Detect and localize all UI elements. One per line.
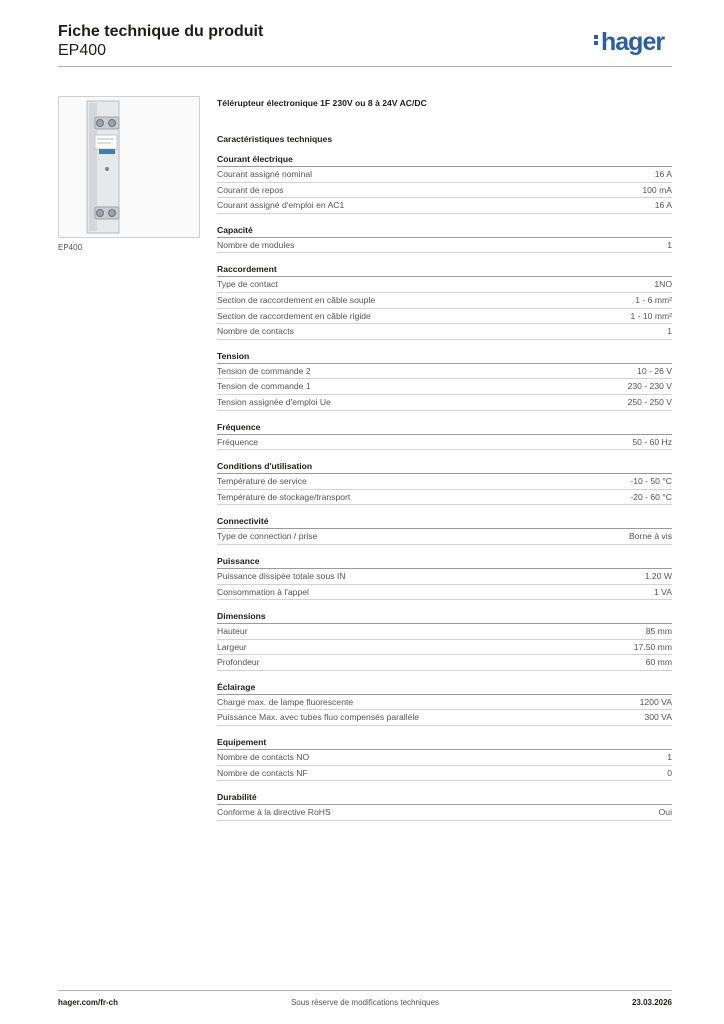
spec-label: Tension de commande 2 [217, 365, 311, 376]
spec-label: Consommation à l'appel [217, 586, 309, 597]
spec-row [217, 293, 672, 309]
product-image [58, 96, 200, 238]
spec-label: Section de raccordement en câble rigide [217, 310, 371, 321]
spec-row [217, 490, 672, 506]
spec-group-title: Capacité [217, 224, 672, 238]
spec-group-title: Puissance [217, 555, 672, 569]
spec-value: 1 [667, 326, 672, 337]
spec-value: 300 VA [644, 712, 672, 723]
spec-group-title: Éclairage [217, 681, 672, 695]
spec-label: Charge max. de lampe fluorescente [217, 696, 354, 707]
spec-group-title: Durabilité [217, 791, 672, 805]
spec-value: 1.20 W [644, 570, 672, 581]
spec-label: Puissance dissipée totale sous IN [217, 570, 346, 581]
footer-divider [58, 990, 672, 991]
spec-value: 1 [667, 239, 672, 250]
spec-row [217, 710, 672, 726]
spec-value: 1 - 6 mm² [635, 294, 672, 305]
spec-label: Tension de commande 1 [217, 381, 311, 392]
spec-group-title: Fréquence [217, 421, 672, 435]
spec-group [217, 791, 672, 821]
spec-row [217, 435, 672, 451]
logo-dots-icon [594, 33, 599, 47]
din-rail-relay-illustration [59, 97, 199, 237]
spec-row [217, 198, 672, 214]
spec-row [217, 474, 672, 490]
spec-group [217, 736, 672, 781]
spec-label: Nombre de contacts [217, 326, 294, 337]
spec-value: 1 VA [654, 586, 672, 597]
spec-row [217, 364, 672, 380]
spec-label: Nombre de contacts NF [217, 767, 308, 778]
spec-row [217, 766, 672, 782]
spec-row [217, 805, 672, 821]
spec-group-title: Courant électrique [217, 153, 672, 167]
footer-date: 23.03.2026 [631, 998, 672, 1007]
spec-value: 17.50 mm [633, 641, 672, 652]
spec-group [217, 224, 672, 254]
spec-label: Section de raccordement en câble souple [217, 294, 376, 305]
spec-value: 0 [667, 767, 672, 778]
spec-label: Courant de repos [217, 184, 284, 195]
spec-label: Tension assignée d'emploi Ue [217, 396, 331, 407]
spec-label: Nombre de contacts NO [217, 752, 310, 763]
spec-group [217, 610, 672, 671]
spec-value: 1200 VA [639, 696, 672, 707]
spec-label: Type de contact [217, 279, 278, 290]
spec-row [217, 529, 672, 545]
brand-logo [594, 28, 664, 57]
spec-value: 1 - 10 mm² [630, 310, 672, 321]
spec-row [217, 379, 672, 395]
spec-value: 10 - 26 V [637, 365, 672, 376]
spec-label: Température de service [217, 476, 307, 487]
spec-value: -20 - 60 °C [630, 491, 672, 502]
spec-label: Largeur [217, 641, 247, 652]
product-name: Télérupteur électronique 1F 230V ou 8 à 24V AC/DC [217, 98, 427, 108]
spec-value: 60 mm [645, 657, 672, 668]
spec-label: Température de stockage/transport [217, 491, 351, 502]
spec-row [217, 238, 672, 254]
spec-label: Conforme à la directive RoHS [217, 807, 331, 818]
spec-label: Puissance Max. avec tubes fluo compensés parallèle [217, 712, 420, 723]
spec-row [217, 569, 672, 585]
image-caption: EP400 [58, 243, 83, 252]
spec-group [217, 460, 672, 505]
spec-value: 230 - 230 V [627, 381, 672, 392]
spec-label: Fréquence [217, 436, 259, 447]
spec-value: 1NO [654, 279, 672, 290]
spec-group [217, 263, 672, 339]
spec-group-title: Dimensions [217, 610, 672, 624]
spec-label: Nombre de modules [217, 239, 295, 250]
spec-group-title: Raccordement [217, 263, 672, 277]
spec-row [217, 277, 672, 293]
spec-row [217, 324, 672, 340]
spec-row [217, 585, 672, 601]
logo-text: hager [601, 28, 665, 56]
spec-group [217, 555, 672, 600]
spec-group [217, 153, 672, 214]
spec-value: Oui [658, 807, 672, 818]
spec-label: Courant assigné d'emploi en AC1 [217, 200, 345, 211]
spec-row [217, 167, 672, 183]
spec-label: Type de connection / prise [217, 531, 318, 542]
spec-group-title: Tension [217, 350, 672, 364]
spec-row [217, 309, 672, 325]
footer-website-link[interactable]: hager.com/fr-ch [58, 998, 119, 1007]
spec-value: -10 - 50 °C [630, 476, 672, 487]
spec-label: Profondeur [217, 657, 260, 668]
product-reference: EP400 [58, 42, 107, 59]
spec-value: 16 A [654, 200, 672, 211]
page-header [58, 22, 263, 60]
spec-group [217, 421, 672, 451]
spec-row [217, 395, 672, 411]
spec-value: Borne à vis [629, 531, 672, 542]
spec-value: 85 mm [645, 626, 672, 637]
spec-row [217, 640, 672, 656]
spec-label: Courant assigné nominal [217, 169, 313, 179]
spec-row [217, 750, 672, 766]
spec-row [217, 183, 672, 199]
spec-group [217, 681, 672, 726]
footer-disclaimer: Sous réserve de modifications techniques [290, 998, 440, 1007]
spec-row [217, 655, 672, 671]
spec-value: 1 [667, 752, 672, 763]
spec-row [217, 624, 672, 640]
specs-heading: Caractéristiques techniques [217, 134, 333, 144]
spec-label: Hauteur [217, 626, 248, 637]
spec-group-title: Conditions d'utilisation [217, 460, 672, 474]
spec-value: 250 - 250 V [627, 396, 672, 407]
spec-group [217, 515, 672, 545]
spec-group-title: Connectivité [217, 515, 672, 529]
spec-value: 16 A [654, 169, 672, 179]
spec-row [217, 695, 672, 711]
specification-sheet [217, 96, 672, 831]
spec-group [217, 350, 672, 411]
spec-group-title: Equipement [217, 736, 672, 750]
page-title: Fiche technique du produit [58, 23, 264, 40]
spec-groups [217, 153, 672, 821]
spec-value: 100 mA [642, 184, 672, 195]
header-divider [58, 66, 672, 67]
spec-value: 50 - 60 Hz [632, 436, 672, 447]
